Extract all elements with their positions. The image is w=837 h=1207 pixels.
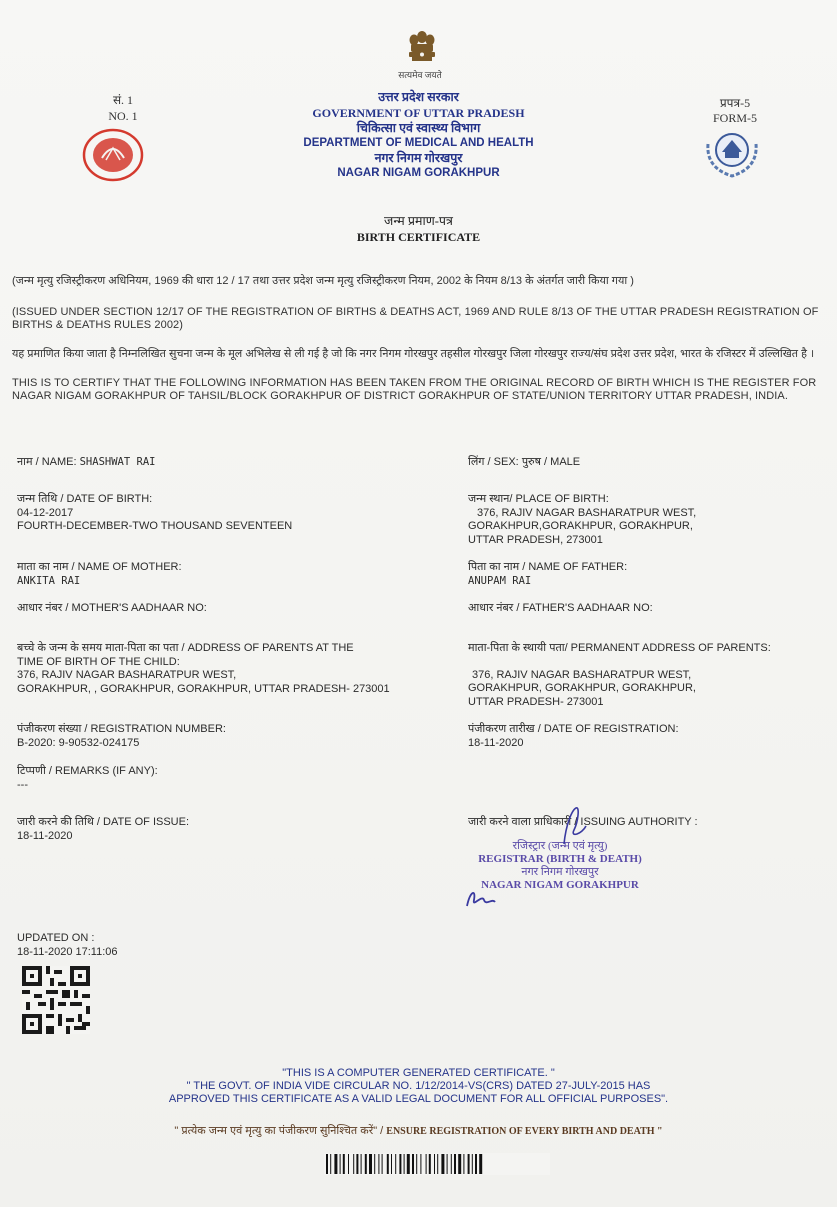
registration-number-value: B-2020: 9-90532-024175 xyxy=(17,736,140,749)
slogan-en: ENSURE REGISTRATION OF EVERY BIRTH AND DEATH " xyxy=(386,1126,663,1137)
remarks-value: --- xyxy=(17,778,28,791)
mother-field xyxy=(17,561,182,588)
registration-number-field xyxy=(17,723,226,750)
permanent-address-field xyxy=(468,642,771,709)
mother-label: माता का नाम / NAME OF MOTHER: xyxy=(17,561,182,573)
signature-icon xyxy=(556,804,596,848)
issued-under-en: (ISSUED UNDER SECTION 12/17 OF THE REGISTRATION OF BIRTHS & DEATHS ACT, 1969 AND RULE 8/13 OF THE UTTAR PRADESH REGISTRATION OF BIRTHS & DEATHS RULES 2002) xyxy=(12,306,819,331)
pob-field xyxy=(468,493,696,547)
footer-line3: APPROVED THIS CERTIFICATE AS A VALID LEGAL DOCUMENT FOR ALL OFFICIAL PURPOSES". xyxy=(168,1093,669,1105)
certificate-title xyxy=(0,214,837,245)
permanent-address-label: माता-पिता के स्थायी पता/ PERMANENT ADDRESS OF PARENTS: xyxy=(468,642,771,654)
registrar-en: REGISTRAR (BIRTH & DEATH) xyxy=(478,853,642,865)
footer-notice xyxy=(0,1067,837,1106)
updated-on-value: 18-11-2020 17:11:06 xyxy=(17,945,118,958)
address-at-birth-line2: GORAKHPUR, , GORAKHPUR, GORAKHPUR, UTTAR PRADESH- 273001 xyxy=(17,682,390,695)
address-at-birth-label-2: TIME OF BIRTH OF THE CHILD: xyxy=(17,655,180,668)
issuing-authority-label: जारी करने वाला प्राधिकारी / ISSUING AUTHORITY : xyxy=(468,816,698,828)
registrar-nagar-en: NAGAR NIGAM GORAKHPUR xyxy=(481,879,639,891)
dept-title-en: DEPARTMENT OF MEDICAL AND HEALTH xyxy=(303,137,534,150)
registration-date-value: 18-11-2020 xyxy=(468,736,524,749)
pob-label: जन्म स्थान/ PLACE OF BIRTH: xyxy=(468,493,609,505)
ashoka-emblem-icon xyxy=(404,28,440,68)
pob-line2: GORAKHPUR,GORAKHPUR, GORAKHPUR, xyxy=(468,520,693,532)
issue-date-field xyxy=(17,816,189,843)
father-label: पिता का नाम / NAME OF FATHER: xyxy=(468,561,628,573)
govt-title-hi: उत्तर प्रदेश सरकार xyxy=(378,90,459,104)
sex-value: पुरुष / MALE xyxy=(521,456,581,468)
certify-hi: यह प्रमाणित किया जाता है निम्नलिखित सुचना जन्म के मूल अभिलेख से ली गई है जो कि नगर निगम गोरखपुर तहसील गोरखपुर जिला गोरखपुर राज्य/संघ प्रदेश उत्तर प्रदेश, भारत के रजिस्टर में उल्लिखित है । xyxy=(12,348,815,360)
dob-label: जन्म तिथि / DATE OF BIRTH: xyxy=(17,493,153,505)
barcode-icon xyxy=(324,1153,550,1175)
issue-date-label: जारी करने की तिथि / DATE OF ISSUE: xyxy=(17,816,190,828)
serial-en: NO. 1 xyxy=(108,109,138,123)
address-at-birth-line1: 376, RAJIV NAGAR BASHARATPUR WEST, xyxy=(17,669,237,681)
registration-number-label: पंजीकरण संख्या / REGISTRATION NUMBER: xyxy=(17,723,226,735)
registration-date-label: पंजीकरण तारीख / DATE OF REGISTRATION: xyxy=(468,723,679,735)
footer-slogan xyxy=(0,1123,837,1138)
slogan-hi: " प्रत्येक जन्म एवं मृत्यु का पंजीकरण सुनिश्चित करें" / xyxy=(174,1125,384,1137)
nagar-title-en: NAGAR NIGAM GORAKHPUR xyxy=(337,167,500,180)
sex-label: लिंग / SEX: xyxy=(468,456,519,468)
name-value: SHASHWAT RAI xyxy=(79,456,156,468)
issued-under-hi: (जन्म मृत्यु रजिस्ट्रीकरण अधिनियम, 1969 की धारा 12 / 17 तथा उत्तर प्रदेश जन्म मृत्यु रजिस्ट्रीकरण नियम, 2002 के नियम 8/13 के अंतर्गत जारी किया गया ) xyxy=(12,275,634,287)
pob-line1: 376, RAJIV NAGAR BASHARATPUR WEST, xyxy=(477,506,697,519)
form-hi: प्रपत्र-5 xyxy=(719,96,751,110)
address-at-birth-label-1: बच्चे के जन्म के समय माता-पिता का पता / ADDRESS OF PARENTS AT THE xyxy=(17,642,354,654)
qr-code-icon xyxy=(22,966,90,1034)
serial-hi: सं. 1 xyxy=(112,93,134,107)
nagar-title-hi: नगर निगम गोरखपुर xyxy=(374,150,463,165)
pob-line3: UTTAR PRADESH, 273001 xyxy=(468,533,603,546)
footer-line1: "THIS IS A COMPUTER GENERATED CERTIFICATE. " xyxy=(282,1067,555,1079)
form-number xyxy=(705,96,765,126)
permanent-address-line1: 376, RAJIV NAGAR BASHARATPUR WEST, xyxy=(472,668,692,681)
dob-words: FOURTH-DECEMBER-TWO THOUSAND SEVENTEEN xyxy=(17,520,293,532)
name-field xyxy=(17,456,155,470)
mother-value: ANKITA RAI xyxy=(17,574,81,587)
address-at-birth-field xyxy=(17,642,390,696)
emblem-motto: सत्यमेव जयते xyxy=(398,70,442,80)
registrar-nagar-hi: नगर निगम गोरखपुर xyxy=(521,866,599,878)
mother-aadhaar-label: आधार नंबर / MOTHER'S AADHAAR NO: xyxy=(17,602,207,614)
form-en: FORM-5 xyxy=(712,111,757,125)
father-aadhaar-label: आधार नंबर / FATHER'S AADHAAR NO: xyxy=(468,602,653,614)
footer-line2: " THE GOVT. OF INDIA VIDE CIRCULAR NO. 1/12/2014-VS(CRS) DATED 27-JULY-2015 HAS xyxy=(186,1080,651,1092)
nagar-nigam-logo-icon xyxy=(700,124,764,180)
permanent-address-line2: GORAKHPUR, GORAKHPUR, GORAKHPUR, xyxy=(468,682,696,694)
dept-title-hi: चिकित्सा एवं स्वास्थ्य विभाग xyxy=(356,120,481,135)
registration-date-field xyxy=(468,723,679,750)
sex-field xyxy=(468,456,580,470)
certify-en: THIS IS TO CERTIFY THAT THE FOLLOWING INFORMATION HAS BEEN TAKEN FROM THE ORIGINAL RECORD OF BIRTH WHICH IS THE REGISTER FOR NAGAR NIGAM GORAKHPUR OF TAHSIL/BLOCK GORAKHPUR OF DISTRICT GORAKHPUR OF STATE/UNION TERRITORY UTTAR PRADESH, INDIA. xyxy=(12,377,817,402)
updated-on-field xyxy=(17,932,118,959)
father-value: ANUPAM RAI xyxy=(468,574,532,587)
remarks-label: टिप्पणी / REMARKS (IF ANY): xyxy=(17,765,158,777)
dob-value: 04-12-2017 xyxy=(17,506,74,519)
updated-on-label: UPDATED ON : xyxy=(17,932,95,944)
signature-icon xyxy=(464,886,498,912)
title-hi: जन्म प्रमाण-पत्र xyxy=(384,214,453,228)
permanent-address-line3: UTTAR PRADESH- 273001 xyxy=(468,695,604,708)
father-field xyxy=(468,561,627,588)
name-label: नाम / NAME: xyxy=(17,456,77,468)
title-en: BIRTH CERTIFICATE xyxy=(356,229,481,244)
remarks-field xyxy=(17,765,158,792)
issue-date-value: 18-11-2020 xyxy=(17,829,73,842)
govt-title-en: GOVERNMENT OF UTTAR PRADESH xyxy=(312,105,525,120)
registrar-hi: रजिस्ट्रार (जन्म एवं मृत्यु) xyxy=(512,840,608,852)
dob-field xyxy=(17,493,292,534)
